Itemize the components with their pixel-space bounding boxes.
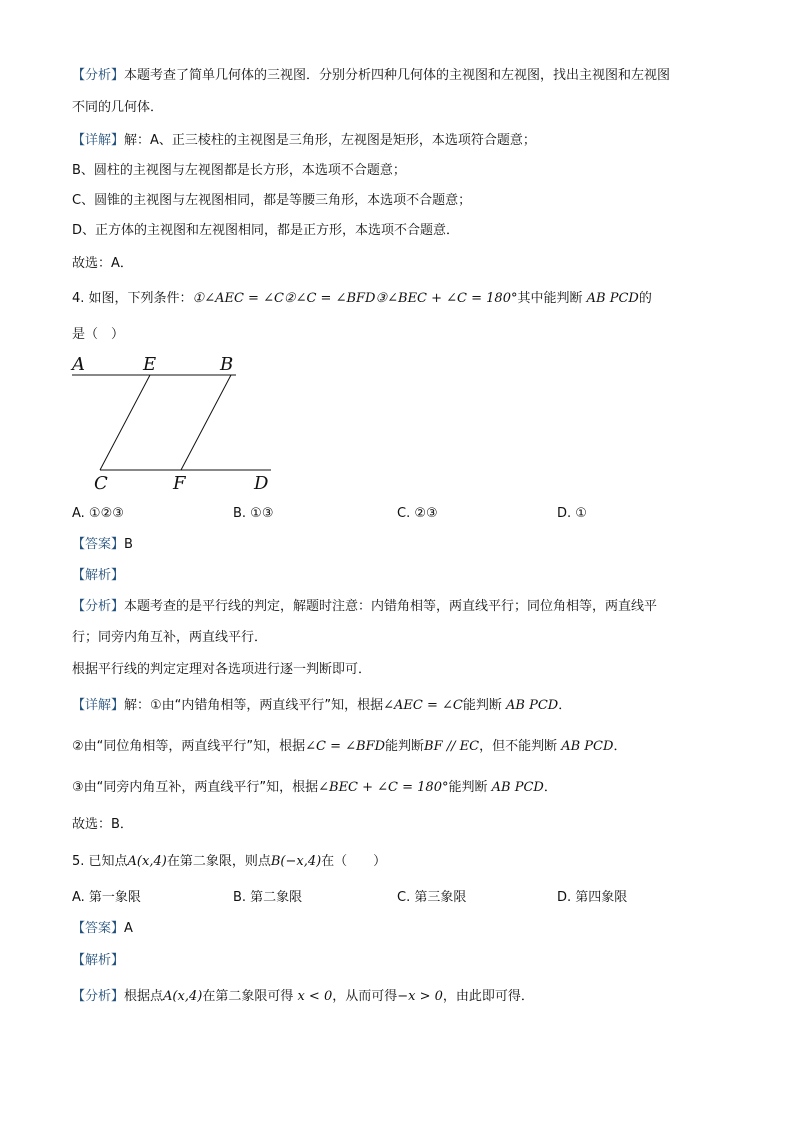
q3-detail-c: C、圆锥的主视图与左视图相同，都是等腰三角形，本选项不合题意； xyxy=(72,193,472,208)
q4-conclusion: 故选：B． xyxy=(72,817,133,832)
q4-detail-3: ③由“同旁内角互补，两直线平行”知，根据∠BEC + ∠C = 180°能判断 AB PCD． xyxy=(72,780,557,795)
q4-stem-line2: 是（ ） xyxy=(72,327,125,342)
label-e: E xyxy=(143,354,157,375)
q3-detail-line1: 【详解】解：A、正三棱柱的主视图是三角形，左视图是矩形，本选项符合题意； xyxy=(72,133,536,148)
q4-detail-1: 【详解】解：①由“内错角相等，两直线平行”知，根据∠AEC = ∠C能判断 AB PCD． xyxy=(72,698,572,713)
q5-option-d[interactable]: D. 第四象限 xyxy=(557,890,628,905)
q4-option-a[interactable]: A. ①②③ xyxy=(72,506,124,521)
segment-ec xyxy=(100,375,150,470)
q4-condition-1: ①∠AEC = ∠C xyxy=(192,291,284,306)
q4-analysis-line3: 根据平行线的判定定理对各选项进行逐一判断即可． xyxy=(72,662,372,677)
q5-answer: 【答案】A xyxy=(72,921,133,936)
label-d: D xyxy=(254,473,269,494)
label-f: F xyxy=(173,473,186,494)
q5-option-b[interactable]: B. 第二象限 xyxy=(233,890,303,905)
segment-bf xyxy=(181,375,231,470)
analysis-tag: 【分析】 xyxy=(72,68,125,83)
q4-answer: 【答案】B xyxy=(72,537,133,552)
q4-condition-3: ③∠BEC + ∠C = 180° xyxy=(375,291,518,306)
label-b: B xyxy=(220,354,234,375)
q5-analysis: 【分析】根据点A(x,4)在第二象限可得 x < 0，从而可得−x > 0，由此即可得． xyxy=(72,989,534,1004)
q4-option-c[interactable]: C. ②③ xyxy=(397,506,438,521)
q4-target: AB PCD xyxy=(586,291,639,306)
q4-option-b[interactable]: B. ①③ xyxy=(233,506,274,521)
label-c: C xyxy=(94,473,108,494)
q4-figure xyxy=(66,350,286,495)
q5-option-a[interactable]: A. 第一象限 xyxy=(72,890,141,905)
answer-tag: 【答案】 xyxy=(72,537,125,552)
q4-analysis-line1: 【分析】本题考查的是平行线的判定，解题时注意：内错角相等，两直线平行；同位角相等，两直线平 xyxy=(72,599,658,614)
q3-detail-b: B、圆柱的主视图与左视图都是长方形，本选项不合题意； xyxy=(72,163,406,178)
q3-detail-d: D、正方体的主视图和左视图相同，都是正方形，本选项不合题意． xyxy=(72,223,460,238)
q4-stem-line1: 4. 如图，下列条件：①∠AEC = ∠C②∠C = ∠BFD③∠BEC + ∠C = 180°其中能判断 AB PCD的 xyxy=(72,291,652,306)
detail-tag: 【详解】 xyxy=(72,133,125,148)
q5-explain-tag: 【解析】 xyxy=(72,953,125,968)
q4-detail-2: ②由“同位角相等，两直线平行”知，根据∠C = ∠BFD能判断BF // EC，但不能判断 AB PCD． xyxy=(72,739,627,754)
q3-analysis-line1: 【分析】本题考查了简单几何体的三视图．分别分析四种几何体的主视图和左视图，找出主视图和左视图 xyxy=(72,68,671,83)
label-a: A xyxy=(72,354,85,375)
q4-analysis-line2: 行；同旁内角互补，两直线平行． xyxy=(72,630,268,645)
q5-stem: 5. 已知点A(x,4)在第二象限，则点B(−x,4)在（ ） xyxy=(72,854,387,869)
q3-conclusion: 故选：A． xyxy=(72,256,133,271)
q5-option-c[interactable]: C. 第三象限 xyxy=(397,890,467,905)
q3-analysis-line2: 不同的几何体． xyxy=(72,100,164,115)
q4-explain-tag: 【解析】 xyxy=(72,568,125,583)
q4-condition-2: ②∠C = ∠BFD xyxy=(283,291,376,306)
q4-option-d[interactable]: D. ① xyxy=(557,506,587,521)
